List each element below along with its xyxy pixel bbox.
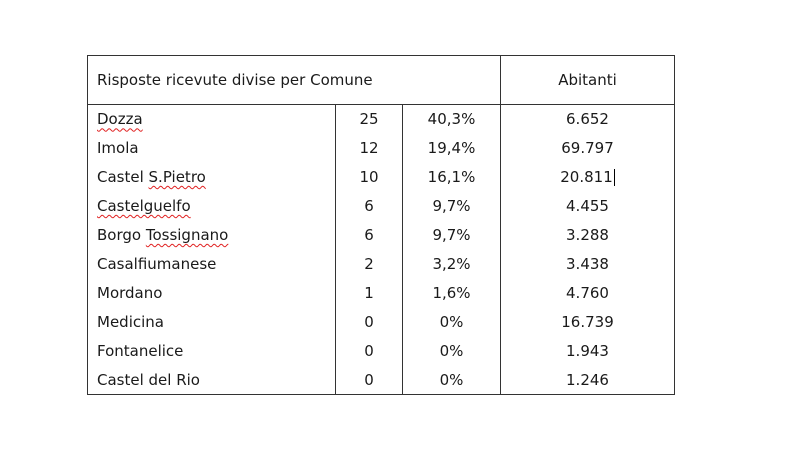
population-value: 3.438 [501,250,675,279]
response-count: 0 [336,366,403,395]
population-value: 1.246 [501,366,675,395]
response-percentage: 0% [403,366,501,395]
population-value: 3.288 [501,221,675,250]
comune-name: Castel del Rio [88,366,336,395]
table-row [88,279,675,308]
response-percentage: 9,7% [403,192,501,221]
table-title: Risposte ricevute divise per Comune [88,56,501,105]
comune-name-prefix: Borgo [97,226,146,244]
table-row [88,221,675,250]
response-count: 6 [336,221,403,250]
table-row [88,308,675,337]
comune-name: Imola [88,134,336,163]
population-value: 6.652 [501,105,675,134]
response-count: 1 [336,279,403,308]
text-cursor [614,169,615,186]
response-count: 6 [336,192,403,221]
table-row [88,250,675,279]
comune-name: Mordano [88,279,336,308]
table-row [88,134,675,163]
population-value: 1.943 [501,337,675,366]
response-percentage: 0% [403,337,501,366]
comune-name-prefix: Castel [97,168,149,186]
response-percentage: 16,1% [403,163,501,192]
population-text: 20.811 [560,168,613,186]
response-count: 0 [336,308,403,337]
response-count: 12 [336,134,403,163]
population-value[interactable] [501,163,675,192]
population-value: 16.739 [501,308,675,337]
response-count: 0 [336,337,403,366]
response-percentage: 9,7% [403,221,501,250]
table-row [88,366,675,395]
response-percentage: 0% [403,308,501,337]
population-header: Abitanti [501,56,675,105]
response-percentage: 19,4% [403,134,501,163]
responses-table [87,55,675,395]
response-percentage: 40,3% [403,105,501,134]
response-percentage: 3,2% [403,250,501,279]
comune-name: Fontanelice [88,337,336,366]
comune-name: Casalfiumanese [88,250,336,279]
spellcheck-word: S.Pietro [148,168,206,186]
comune-name [88,105,336,134]
table-row [88,337,675,366]
response-count: 2 [336,250,403,279]
table-row [88,192,675,221]
table-row [88,105,675,134]
table-header-row [88,56,675,105]
table-row [88,163,675,192]
response-percentage: 1,6% [403,279,501,308]
population-value: 4.760 [501,279,675,308]
comune-name [88,192,336,221]
spellcheck-word: Castelguelfo [97,197,191,215]
comune-name [88,163,336,192]
population-value: 4.455 [501,192,675,221]
spellcheck-word: Tossignano [145,226,229,244]
response-count: 25 [336,105,403,134]
population-value: 69.797 [501,134,675,163]
comune-name [88,221,336,250]
spellcheck-word: Dozza [97,110,143,129]
response-count: 10 [336,163,403,192]
comune-name: Medicina [88,308,336,337]
